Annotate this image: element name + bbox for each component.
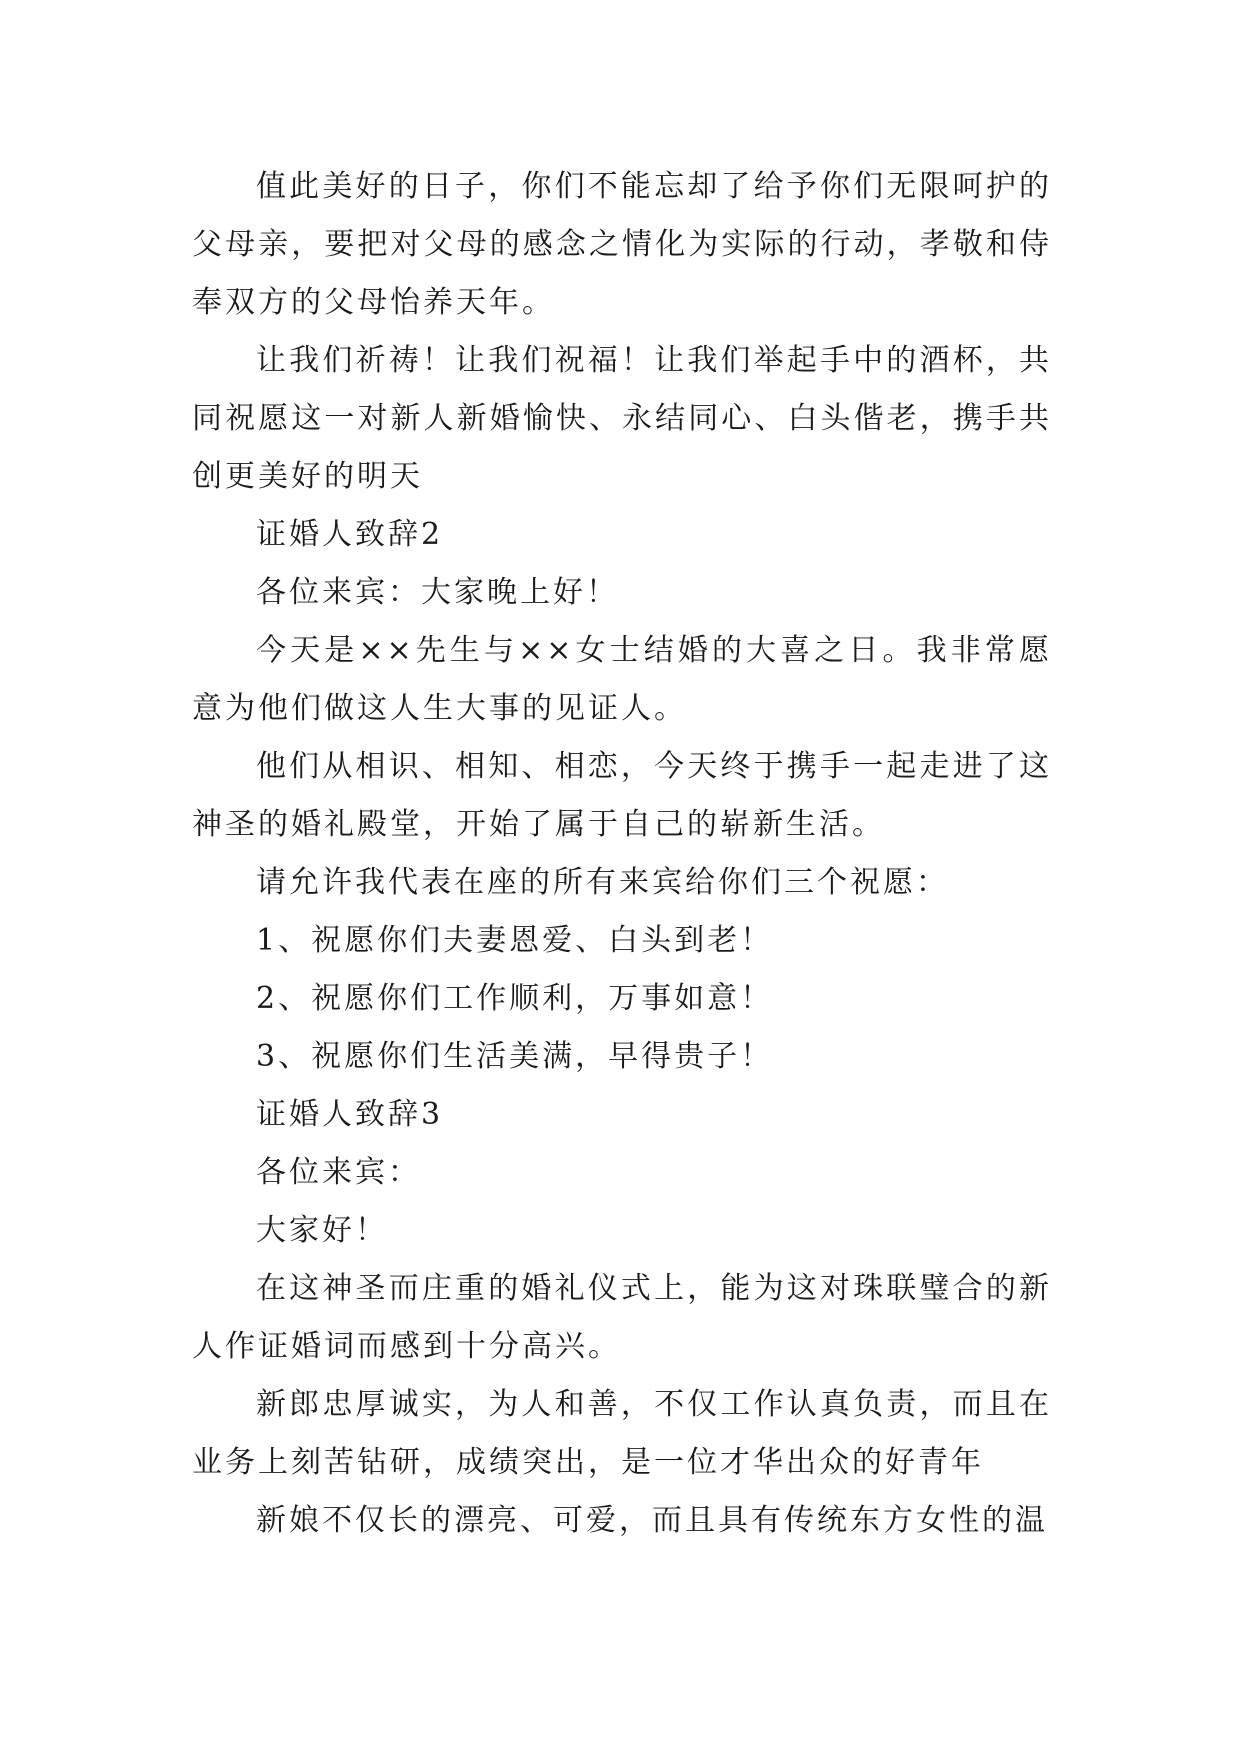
section-heading: 证婚人致辞3 <box>256 1097 444 1132</box>
paragraph: 让我们祈祷！让我们祝福！让我们举起手中的酒杯，共同祝愿这一对新人新婚愉快、永结同心、白头偕老，携手共创更美好的明天 <box>192 343 1052 494</box>
paragraph: 他们从相识、相知、相恋，今天终于携手一起走进了这神圣的婚礼殿堂，开始了属于自己的崭新生活。 <box>192 749 1052 842</box>
paragraph: 新郎忠厚诚实，为人和善，不仅工作认真负责，而且在业务上刻苦钻研，成绩突出，是一位才华出众的好青年 <box>192 1387 1052 1480</box>
list-item: 3、祝愿你们生活美满，早得贵子！ <box>256 1039 774 1074</box>
paragraph: 今天是××先生与××女士结婚的大喜之日。我非常愿意为他们做这人生大事的见证人。 <box>192 633 1052 726</box>
section-heading: 证婚人致辞2 <box>256 517 444 552</box>
paragraph: 值此美好的日子，你们不能忘却了给予你们无限呵护的父母亲，要把对父母的感念之情化为实际的行动，孝敬和侍奉双方的父母怡养天年。 <box>192 169 1052 320</box>
paragraph: 各位来宾： <box>256 1155 421 1190</box>
paragraph: 各位来宾：大家晚上好！ <box>256 575 619 610</box>
list-item: 1、祝愿你们夫妻恩爱、白头到老！ <box>256 923 774 958</box>
list-item: 2、祝愿你们工作顺利，万事如意！ <box>256 981 774 1016</box>
paragraph: 新娘不仅长的漂亮、可爱，而且具有传统东方女性的温 <box>256 1503 1048 1538</box>
document-body <box>192 158 1052 1550</box>
paragraph: 请允许我代表在座的所有来宾给你们三个祝愿： <box>256 865 949 900</box>
paragraph: 在这神圣而庄重的婚礼仪式上，能为这对珠联璧合的新人作证婚词而感到十分高兴。 <box>192 1271 1052 1364</box>
paragraph: 大家好！ <box>256 1213 388 1248</box>
